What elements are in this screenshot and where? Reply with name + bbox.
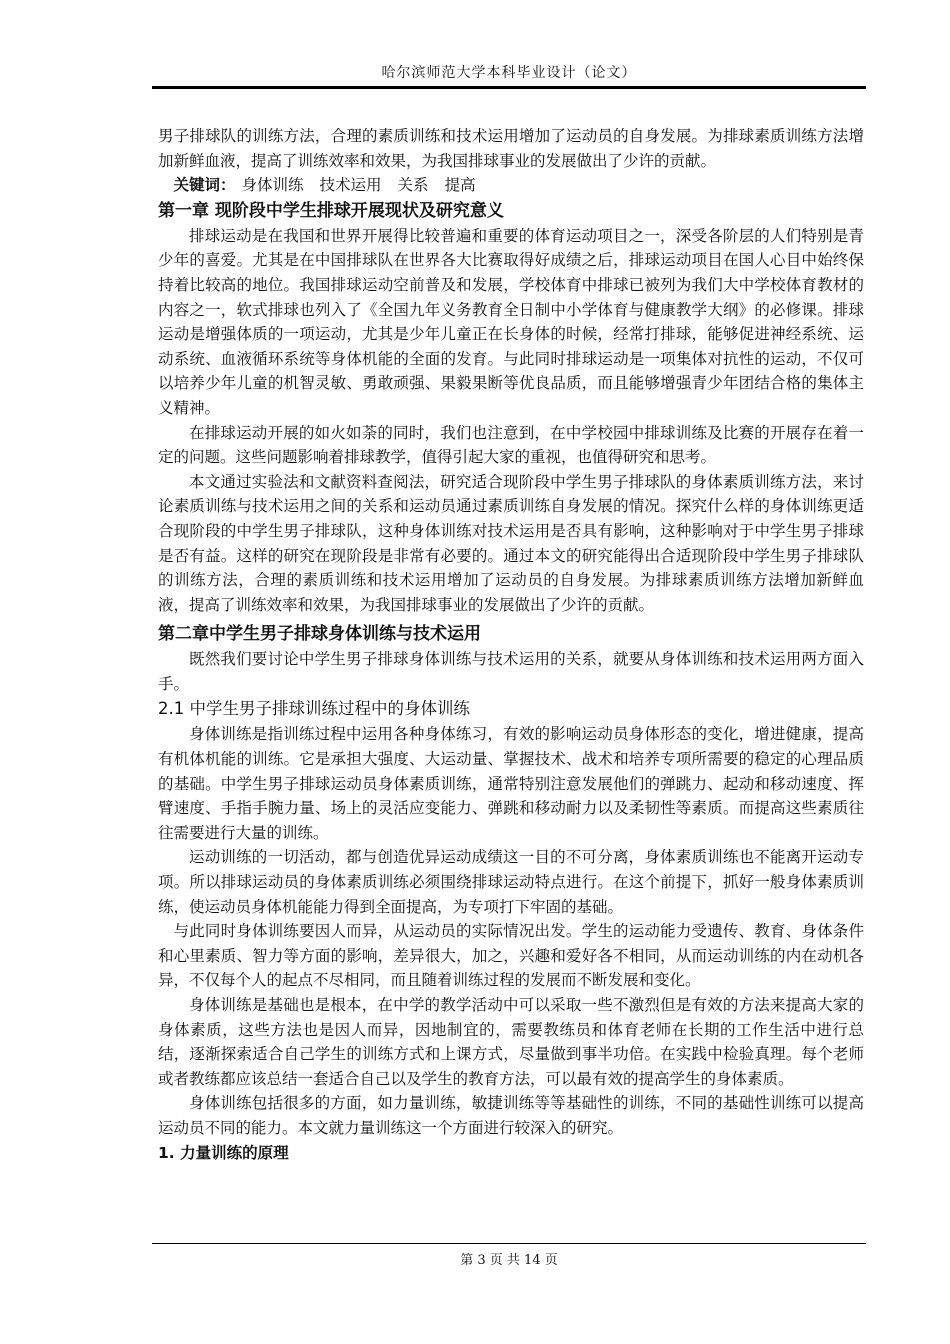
document-body (158, 124, 864, 1165)
keyword: 关系 (397, 176, 429, 195)
keywords-line (158, 173, 864, 198)
chapter-1-heading: 第一章 现阶段中学生排球开展现状及研究意义 (158, 200, 504, 221)
intro-paragraph: 男子排球队的训练方法，合理的素质训练和技术运用增加了运动员的自身发展。为排球素质训练方法增加新鲜血液，提高了训练效率和效果，为我国排球事业的发展做出了少许的贡献。 (158, 127, 864, 170)
keyword: 技术运用 (319, 176, 382, 195)
keyword: 提高 (444, 176, 476, 195)
header-divider (152, 86, 866, 89)
chapter-1-paragraph-2: 在排球运动开展的如火如荼的同时，我们也注意到，在中学校园中排球训练及比赛的开展存在着一定的问题。这些问题影响着排球教学，值得引起大家的重视，也值得研究和思考。 (158, 423, 864, 467)
section-2-1-paragraph-1: 身体训练是指训练过程中运用各种身体练习，有效的影响运动员身体形态的变化，增进健康，提高有机体机能的训练。它是承担大强度、大运动量、掌握技术、战术和培养专项所需要的稳定的心理品质的基础。中学生男子排球运动员身体素质训练，通常特别注意发展他们的弹跳力、起动和移动速度、挥臂速度、手指手腕力量、场上的灵活应变能力、弹跳和移动耐力以及柔韧性等素质。而提高这些素质往往需要进行大量的训练。 (158, 725, 864, 842)
chapter-2-paragraph-1: 既然我们要讨论中学生男子排球身体训练与技术运用的关系，就要从身体训练和技术运用两方面入手。 (158, 650, 864, 693)
footer-divider (152, 1243, 866, 1244)
chapter-2-heading: 第二章中学生男子排球身体训练与技术运用 (158, 624, 481, 645)
section-2-1-paragraph-3: 与此同时身体训练要因人而异，从运动员的实际情况出发。学生的运动能力受遗传、教育、身体条件和心里素质、智力等方面的影响，差异很大，加之，兴趣和爱好各不相同，从而运动训练的内在动机各异，不仅每个人的起点不尽相同，而且随着训练过程的发展而不断发展和变化。 (158, 922, 864, 990)
subsection-1-heading: 1. 力量训练的原理 (158, 1143, 289, 1162)
chapter-1-paragraph-3: 本文通过实验法和文献资料查阅法，研究适合现阶段中学生男子排球队的身体素质训练方法，来讨论素质训练与技术运用之间的关系和运动员通过素质训练自身发展的情况。探究什么样的身体训练更适合现阶段的中学生男子排球队，这种身体训练对技术运用是否具有影响，这种影响对于中学生男子排球是否有益。这样的研究在现阶段是非常有必要的。通过本文的研究能得出合适现阶段中学生男子排球队的训练方法，合理的素质训练和技术运用增加了运动员的自身发展。为排球素质训练方法增加新鲜血液，提高了训练效率和效果，为我国排球事业的发展做出了少许的贡献。 (158, 472, 864, 614)
chapter-1-paragraph-1: 排球运动是在我国和世界开展得比较普遍和重要的体育运动项目之一，深受各阶层的人们特别是青少年的喜爱。尤其是在中国排球队在世界各大比赛取得好成绩之后，排球运动项目在国人心目中始终保持着比较高的地位。我国排球运动空前普及和发展，学校体育中排球已被列为我们大中学校体育教材的内容之一，软式排球也列入了《全国九年义务教育全日制中小学体育与健康教学大纲》的必修课。排球运动是增强体质的一项运动，尤其是少年儿童正在长身体的时候，经常打排球，能够促进神经系统、运动系统、血液循环系统等身体机能的全面的发育。与此同时排球运动是一项集体对抗性的运动，不仅可以培养少年儿童的机智灵敏、勇敢顽强、果毅果断等优良品质，而且能够增强青少年团结合格的集体主义精神。 (158, 226, 864, 417)
keywords-label: 关键词： (173, 175, 236, 195)
section-2-1-paragraph-2: 运动训练的一切活动，都与创造优异运动成绩这一目的不可分离，身体素质训练也不能离开运动专项。所以排球运动员的身体素质训练必须围绕排球运动特点进行。在这个前提下，抓好一般身体素质训练，使运动员身体机能能力得到全面提高，为专项打下牢固的基础。 (158, 848, 864, 916)
section-2-1-heading: 2.1 中学生男子排球训练过程中的身体训练 (158, 699, 470, 719)
section-2-1-paragraph-5: 身体训练包括很多的方面，如力量训练，敏捷训练等等基础性的训练，不同的基础性训练可以提高运动员不同的能力。本文就力量训练这一个方面进行较深入的研究。 (158, 1094, 864, 1137)
page-header: 哈尔滨师范大学本科毕业设计（论文） (381, 65, 637, 81)
keyword: 身体训练 (241, 176, 304, 195)
page-number: 第 3 页 共 14 页 (460, 1253, 558, 1268)
section-2-1-paragraph-4: 身体训练是基础也是根本，在中学的教学活动中可以采取一些不激烈但是有效的方法来提高大家的身体素质，这些方法也是因人而异，因地制宜的，需要教练员和体育老师在长期的工作生活中进行总结，逐渐探索适合自己学生的训练方式和上课方式，尽量做到事半功倍。在实践中检验真理。每个老师或者教练都应该总结一套适合自己以及学生的教育方法，可以最有效的提高学生的身体素质。 (158, 996, 864, 1088)
